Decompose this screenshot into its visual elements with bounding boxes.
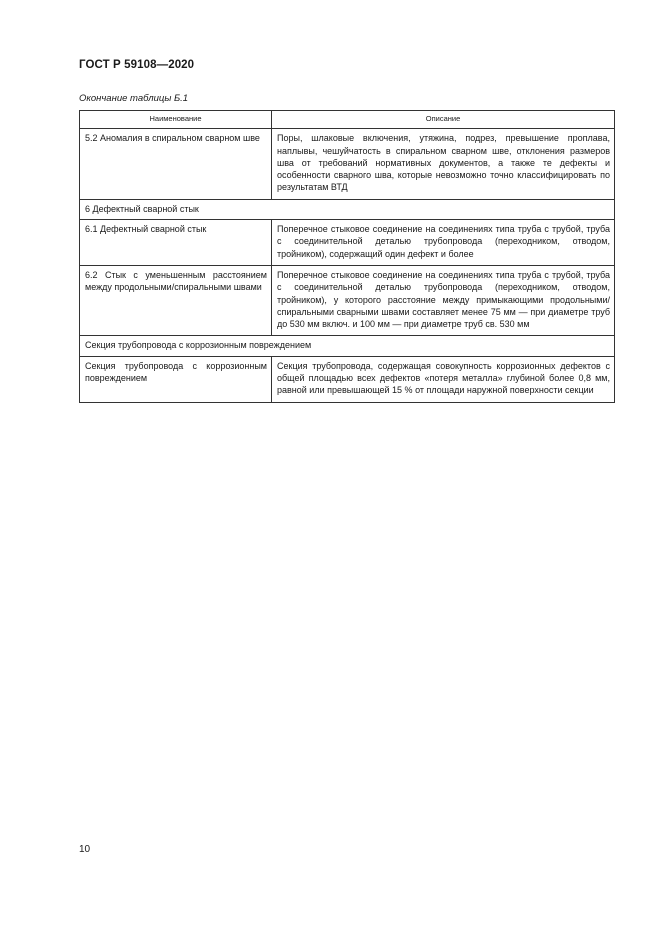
page-number: 10 <box>79 844 91 855</box>
document-standard-header: ГОСТ Р 59108—2020 <box>79 59 195 71</box>
term-description: Поры, шлаковые включения, утяжина, подрез, превышение проплава, наплывы, чешуйчатость в спиральном сварном шве, отклонения размеров шва от требований нормативных документов, а также те дефекты и особенности сварного шва, которые невозможно точно классифицировать по результатам ВТД <box>272 129 615 199</box>
term-description: Поперечное стыковое соединение на соединениях типа труба с трубой, труба с соединительной деталью трубопровода (переходником, отводом, тройником), содержащий один дефект и более <box>272 220 615 266</box>
term-description: Поперечное стыковое соединение на соединениях типа труба с трубой, труба с соединительной деталью трубопровода (переходником, отводом, тройником), у которого расстояние между примыкающими продольными/спиральными сварными швами составляет менее 75 мм — при диаметре труб до 530 мм включ. и 100 мм — при диаметре труб св. 530 мм <box>272 265 615 335</box>
table-section-row <box>80 199 615 219</box>
column-header-description: Описание <box>272 111 615 129</box>
table-row <box>80 356 615 402</box>
table-row <box>80 220 615 266</box>
term-description: Секция трубопровода, содержащая совокупность коррозионных дефектов с общей площадью всех дефектов «потеря металла» глубиной более 0,8 мм, равной или превышающей 15 % от площади наружной поверхности секции <box>272 356 615 402</box>
term-name: 6.1 Дефектный сварной стык <box>80 220 272 266</box>
definitions-table <box>79 110 615 403</box>
term-name: 5.2 Аномалия в спиральном сварном шве <box>80 129 272 199</box>
table-caption: Окончание таблицы Б.1 <box>79 93 189 104</box>
section-title: Секция трубопровода с коррозионным повреждением <box>80 336 615 356</box>
table-row <box>80 265 615 335</box>
table-section-row <box>80 336 615 356</box>
term-name: 6.2 Стык с уменьшенным расстоянием между продольными/спиральными швами <box>80 265 272 335</box>
term-name: Секция трубопровода с коррозионным повреждением <box>80 356 272 402</box>
section-title: 6 Дефектный сварной стык <box>80 199 615 219</box>
table-row <box>80 129 615 199</box>
column-header-name: Наименование <box>80 111 272 129</box>
table-header-row <box>80 111 615 129</box>
